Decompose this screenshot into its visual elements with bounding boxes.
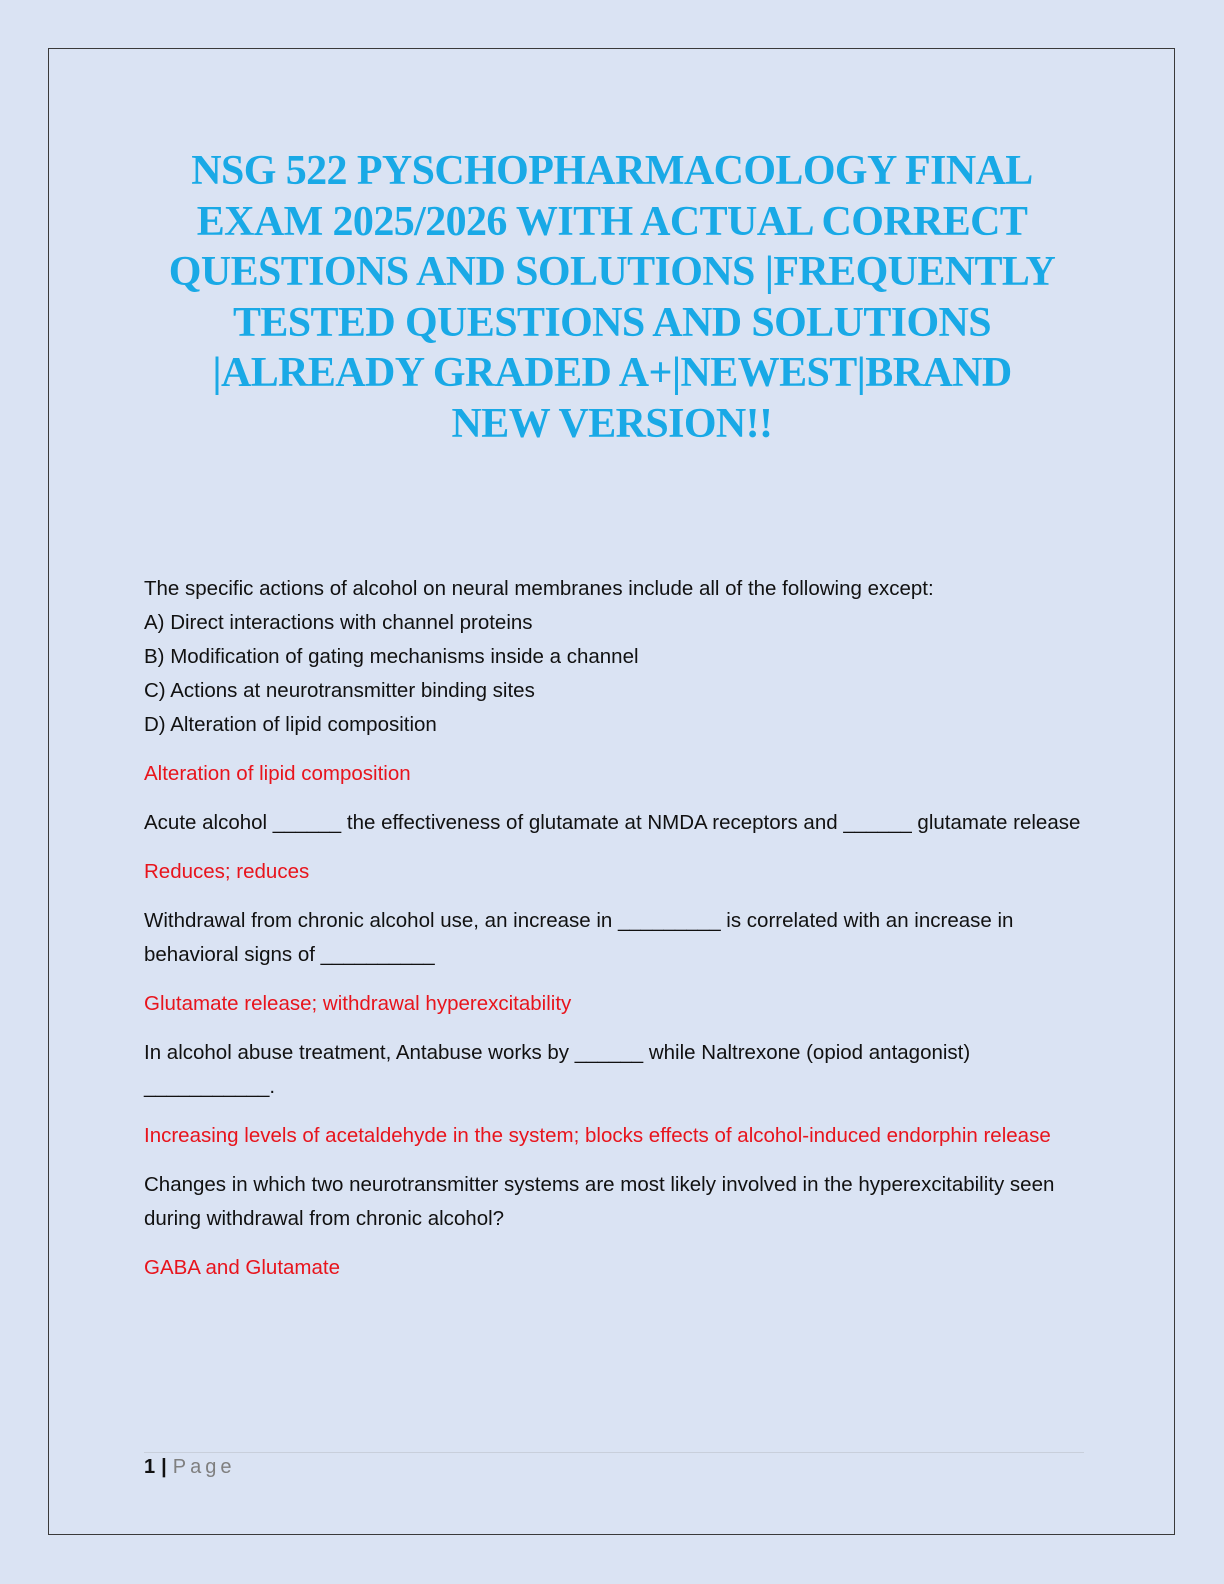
title-line: QUESTIONS AND SOLUTIONS |FREQUENTLY (168, 249, 1056, 295)
question-block (144, 1168, 1084, 1285)
title-line: |ALREADY GRADED A+|NEWEST|BRAND (212, 350, 1012, 396)
answer-text: Increasing levels of acetaldehyde in the system; blocks effects of alcohol-induced endorphin release (144, 1124, 1051, 1147)
question-stem: The specific actions of alcohol on neural membranes include all of the following except: (144, 577, 934, 600)
question-block (144, 1036, 1084, 1153)
question-block (144, 806, 1084, 889)
title-line: NEW VERSION!! (451, 400, 773, 447)
document-title (130, 146, 1094, 449)
option-a: A) Direct interactions with channel proteins (144, 611, 533, 634)
page-label: Page (172, 1456, 236, 1478)
title-line: EXAM 2025/2026 WITH ACTUAL CORRECT (196, 198, 1028, 245)
question-block (144, 904, 1084, 1021)
question-stem: Withdrawal from chronic alcohol use, an increase in _________ is correlated with an increase in behavioral signs of __________ (144, 909, 1014, 966)
option-d: D) Alteration of lipid composition (144, 713, 437, 736)
question-block (144, 572, 1084, 791)
page-number: 1 (144, 1456, 156, 1478)
question-stem: Changes in which two neurotransmitter systems are most likely involved in the hyperexcitability seen during withdrawal from chronic alcohol? (144, 1173, 1055, 1230)
answer-text: Alteration of lipid composition (144, 762, 411, 785)
title-line: TESTED QUESTIONS AND SOLUTIONS (232, 299, 992, 346)
footer-divider (144, 1452, 1084, 1453)
question-stem: In alcohol abuse treatment, Antabuse works by ______ while Naltrexone (opiod antagonist) ___________. (144, 1041, 971, 1098)
question-stem: Acute alcohol ______ the effectiveness of glutamate at NMDA receptors and ______ glutamate release (144, 811, 1081, 834)
option-b: B) Modification of gating mechanisms inside a channel (144, 645, 639, 668)
answer-text: Reduces; reduces (144, 860, 310, 883)
title-line: NSG 522 PYSCHOPHARMACOLOGY FINAL (191, 148, 1033, 194)
option-c: C) Actions at neurotransmitter binding sites (144, 679, 535, 702)
footer-separator: | (161, 1456, 167, 1478)
answer-text: Glutamate release; withdrawal hyperexcitability (144, 992, 572, 1015)
answer-text: GABA and Glutamate (144, 1256, 341, 1279)
page-footer (144, 1454, 235, 1480)
question-list (144, 572, 1084, 1300)
